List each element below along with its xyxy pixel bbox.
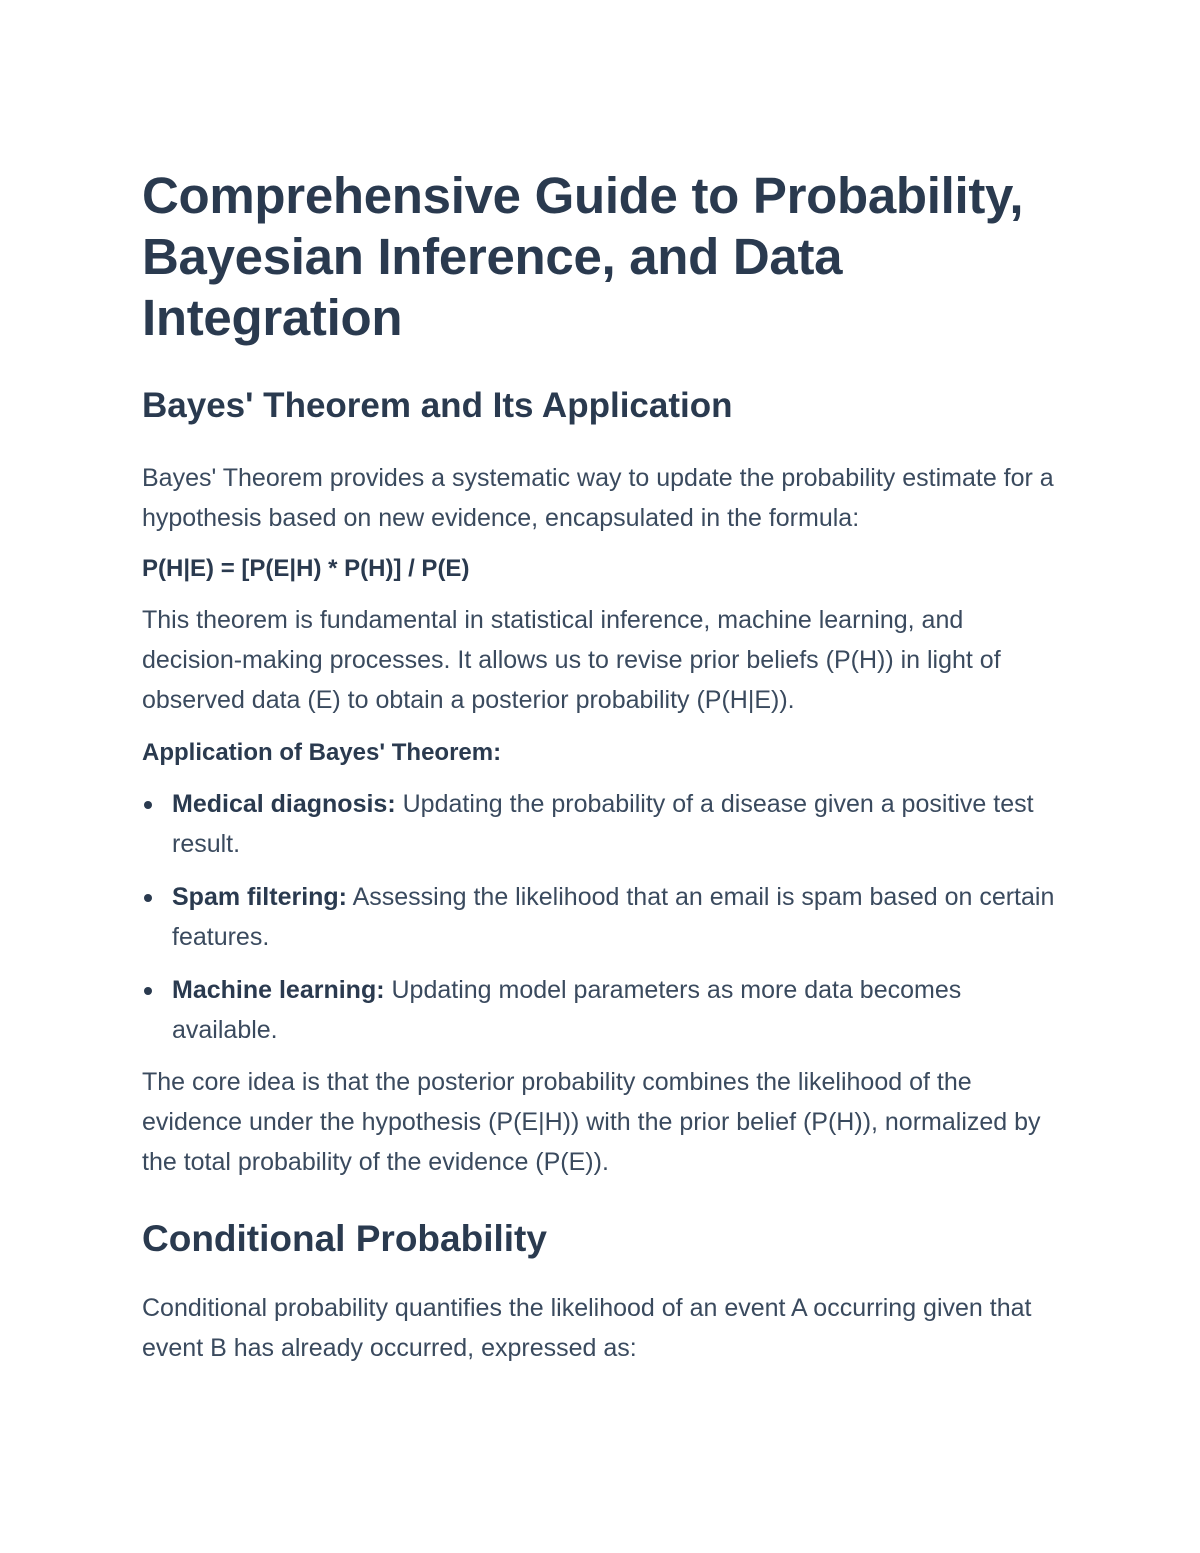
list-item-term: Medical diagnosis:: [172, 790, 396, 818]
document-page: [142, 165, 1062, 1368]
list-item: [142, 877, 1062, 957]
applications-label: Application of Bayes' Theorem:: [142, 739, 502, 766]
applications-list: [142, 784, 1062, 1050]
bayes-explanation-paragraph: This theorem is fundamental in statistical inference, machine learning, and decision-making processes. It allows us to revise prior beliefs (P(H)) in light of observed data (E) to obtain a posterior probability (P(H|E)).: [142, 606, 1001, 714]
core-idea-paragraph: The core idea is that the posterior probability combines the likelihood of the evidence under the hypothesis (P(E|H)) with the prior belief (P(H)), normalized by the total probability of the evidence (P(E)).: [142, 1068, 1041, 1176]
list-item-text: Updating the probability of a disease given a positive test result.: [172, 790, 1034, 858]
bayes-formula: P(H|E) = [P(E|H) * P(H)] / P(E): [142, 555, 470, 582]
conditional-intro-paragraph: Conditional probability quantifies the likelihood of an event A occurring given that event B has already occurred, expressed as:: [142, 1294, 1032, 1362]
bullet-icon: [144, 801, 152, 809]
bayes-intro-paragraph: Bayes' Theorem provides a systematic way to update the probability estimate for a hypothesis based on new evidence, encapsulated in the formula:: [142, 464, 1054, 532]
list-item: [142, 784, 1062, 864]
list-item: [142, 970, 1062, 1050]
document-title: Comprehensive Guide to Probability, Bayesian Inference, and Data Integration: [142, 167, 1024, 346]
bullet-icon: [144, 987, 152, 995]
section-heading-bayes: Bayes' Theorem and Its Application: [142, 386, 733, 425]
list-item-text: Assessing the likelihood that an email is spam based on certain features.: [172, 883, 1055, 951]
bullet-icon: [144, 894, 152, 902]
list-item-text: Updating model parameters as more data becomes available.: [172, 976, 962, 1044]
list-item-term: Machine learning:: [172, 976, 385, 1004]
list-item-term: Spam filtering:: [172, 883, 348, 911]
section-heading-conditional: Conditional Probability: [142, 1218, 547, 1259]
